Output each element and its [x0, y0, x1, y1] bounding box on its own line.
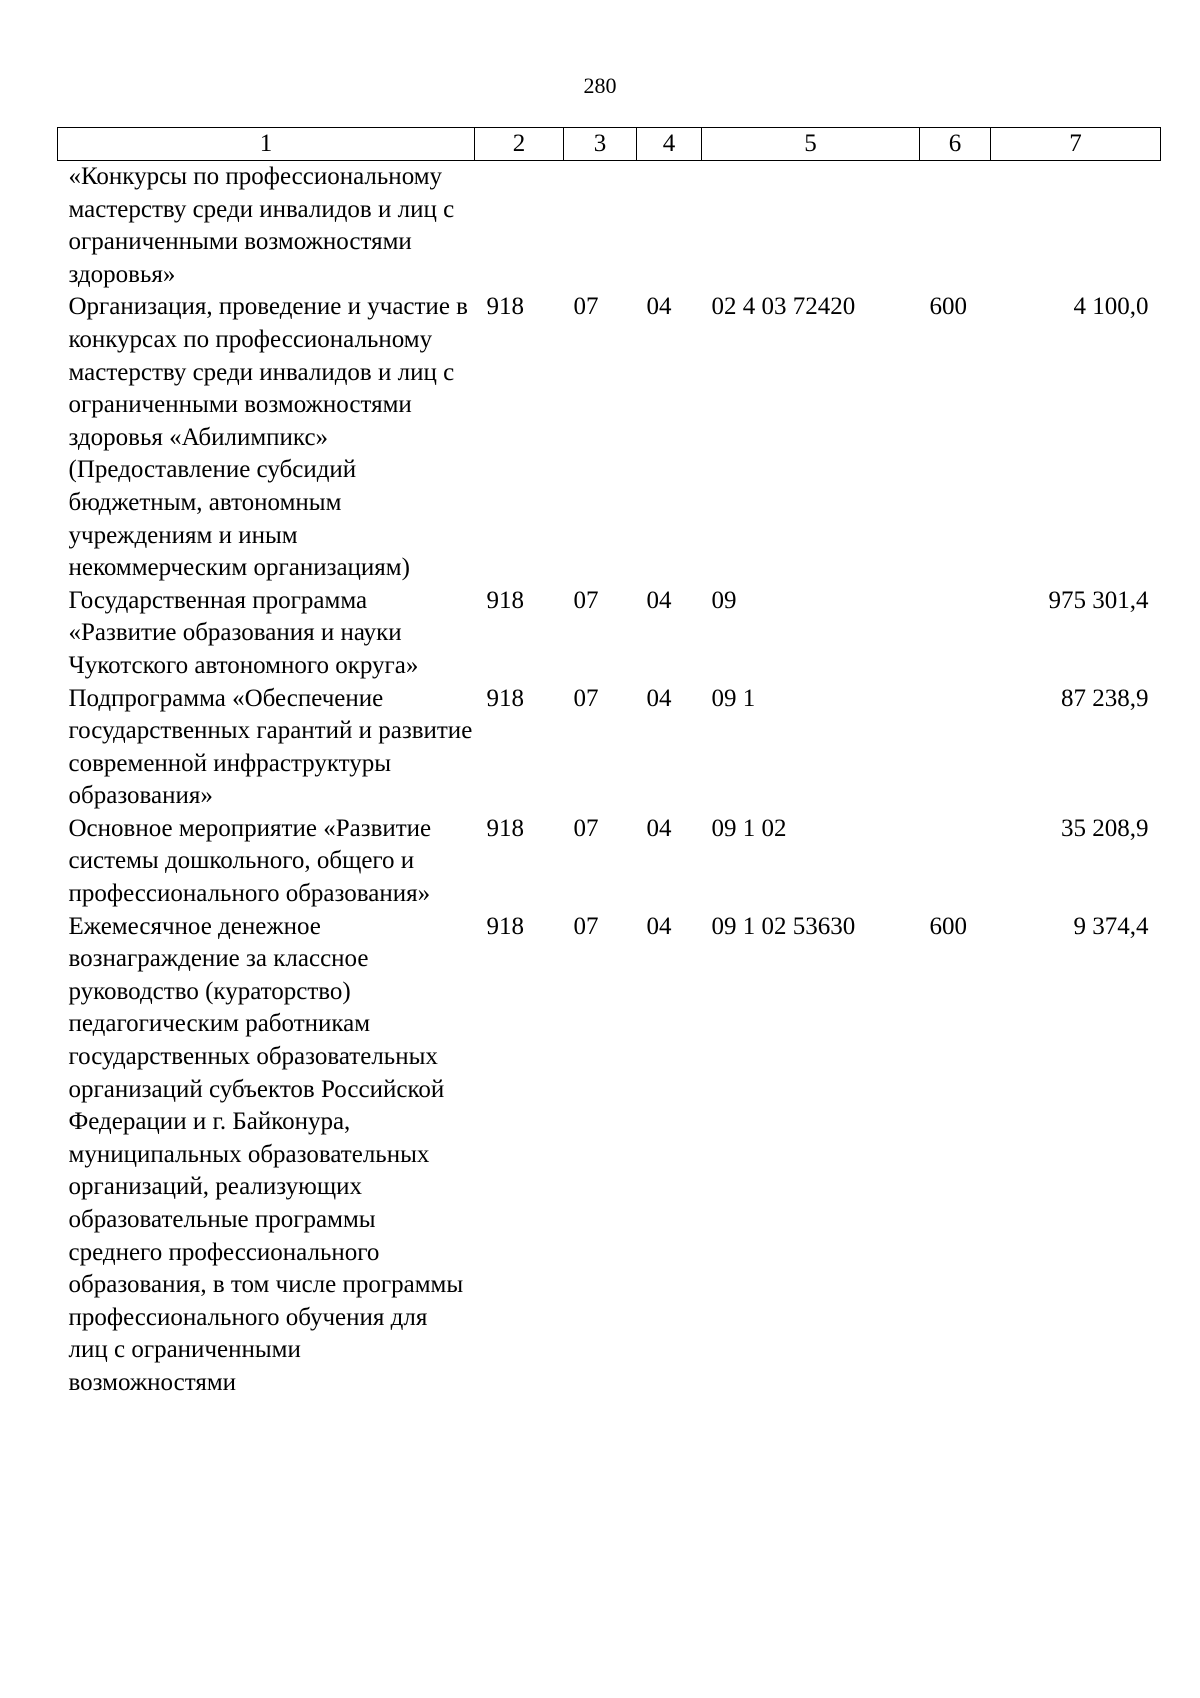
row-section-code: 07	[573, 586, 599, 614]
header-col-4: 4	[637, 128, 702, 161]
row-expense-type	[920, 813, 991, 911]
row-amount: 35 208,9	[1061, 814, 1149, 842]
row-section-code	[564, 161, 637, 292]
row-amount	[991, 161, 1161, 292]
row-name: Государственная программа «Развитие образования и науки Чукотского автономного округа»	[68, 586, 419, 679]
row-subsection-code: 04	[646, 814, 672, 842]
row-ministry-code: 918	[486, 814, 524, 842]
header-col-1: 1	[58, 128, 475, 161]
row-target-code	[702, 161, 920, 292]
header-col-6: 6	[920, 128, 991, 161]
row-section-code: 07	[573, 293, 599, 321]
row-subsection-code: 04	[646, 684, 672, 712]
row-expense-type	[920, 683, 991, 813]
row-subsection-code: 04	[646, 586, 672, 614]
table-row	[58, 683, 1161, 813]
header-col-5: 5	[702, 128, 920, 161]
row-ministry-code: 918	[486, 586, 524, 614]
table-row	[58, 585, 1161, 683]
table-row	[58, 911, 1161, 1400]
row-name: Подпрограмма «Обеспечение государственных гарантий и развитие современной инфраструктуры образования»	[68, 684, 473, 810]
row-section-code: 07	[573, 912, 599, 940]
row-name: «Конкурсы по профессиональному мастерству среди инвалидов и лиц с ограниченными возможностями здоровья»	[68, 163, 455, 288]
row-name: Организация, проведение и участие в конкурсах по профессиональному мастерству среди инвалидов и лиц с ограниченными возможностями здоровья «Абилимпикс» (Предоставление субсидий бюджетным, автономным учреждениям и иным некоммерческим организациям)	[68, 293, 468, 582]
row-target-code: 09	[711, 586, 737, 614]
row-ministry-code	[475, 161, 564, 292]
row-amount: 975 301,4	[1048, 586, 1149, 614]
table-row	[58, 291, 1161, 584]
row-name: Основное мероприятие «Развитие системы дошкольного, общего и профессионального образования»	[68, 814, 432, 908]
page-number: 280	[583, 73, 617, 98]
row-expense-type: 600	[929, 293, 967, 321]
row-amount: 9 374,4	[1073, 912, 1149, 940]
table-header	[58, 128, 1161, 161]
row-subsection-code	[637, 161, 702, 292]
header-col-7: 7	[991, 128, 1161, 161]
row-expense-type	[920, 585, 991, 683]
row-target-code: 09 1 02	[711, 814, 787, 842]
row-target-code: 02 4 03 72420	[711, 293, 856, 321]
table-row	[58, 161, 1161, 292]
row-expense-type	[920, 161, 991, 292]
row-amount: 87 238,9	[1061, 684, 1149, 712]
row-section-code: 07	[573, 814, 599, 842]
row-section-code: 07	[573, 684, 599, 712]
row-ministry-code: 918	[486, 684, 524, 712]
row-ministry-code: 918	[486, 912, 524, 940]
row-subsection-code: 04	[646, 293, 672, 321]
table-row	[58, 813, 1161, 911]
row-ministry-code: 918	[486, 293, 524, 321]
row-target-code: 09 1	[711, 684, 756, 712]
budget-table	[57, 127, 1161, 1400]
row-subsection-code: 04	[646, 912, 672, 940]
header-row	[58, 128, 1161, 161]
row-name: Ежемесячное денежное вознаграждение за классное руководство (кураторство) педагогическим работникам государственных образовательных организаций субъектов Российской Федерации и г. Байконура, муниципальных образовательных организаций, реализующих образовательные программы среднего профессионального образования, в том числе программы профессионального обучения для лиц с ограниченными возможностями	[68, 912, 464, 1396]
row-target-code: 09 1 02 53630	[711, 912, 856, 940]
row-amount: 4 100,0	[1073, 293, 1149, 321]
table-body	[58, 161, 1161, 1400]
row-expense-type: 600	[929, 912, 967, 940]
header-col-3: 3	[564, 128, 637, 161]
header-col-2: 2	[475, 128, 564, 161]
